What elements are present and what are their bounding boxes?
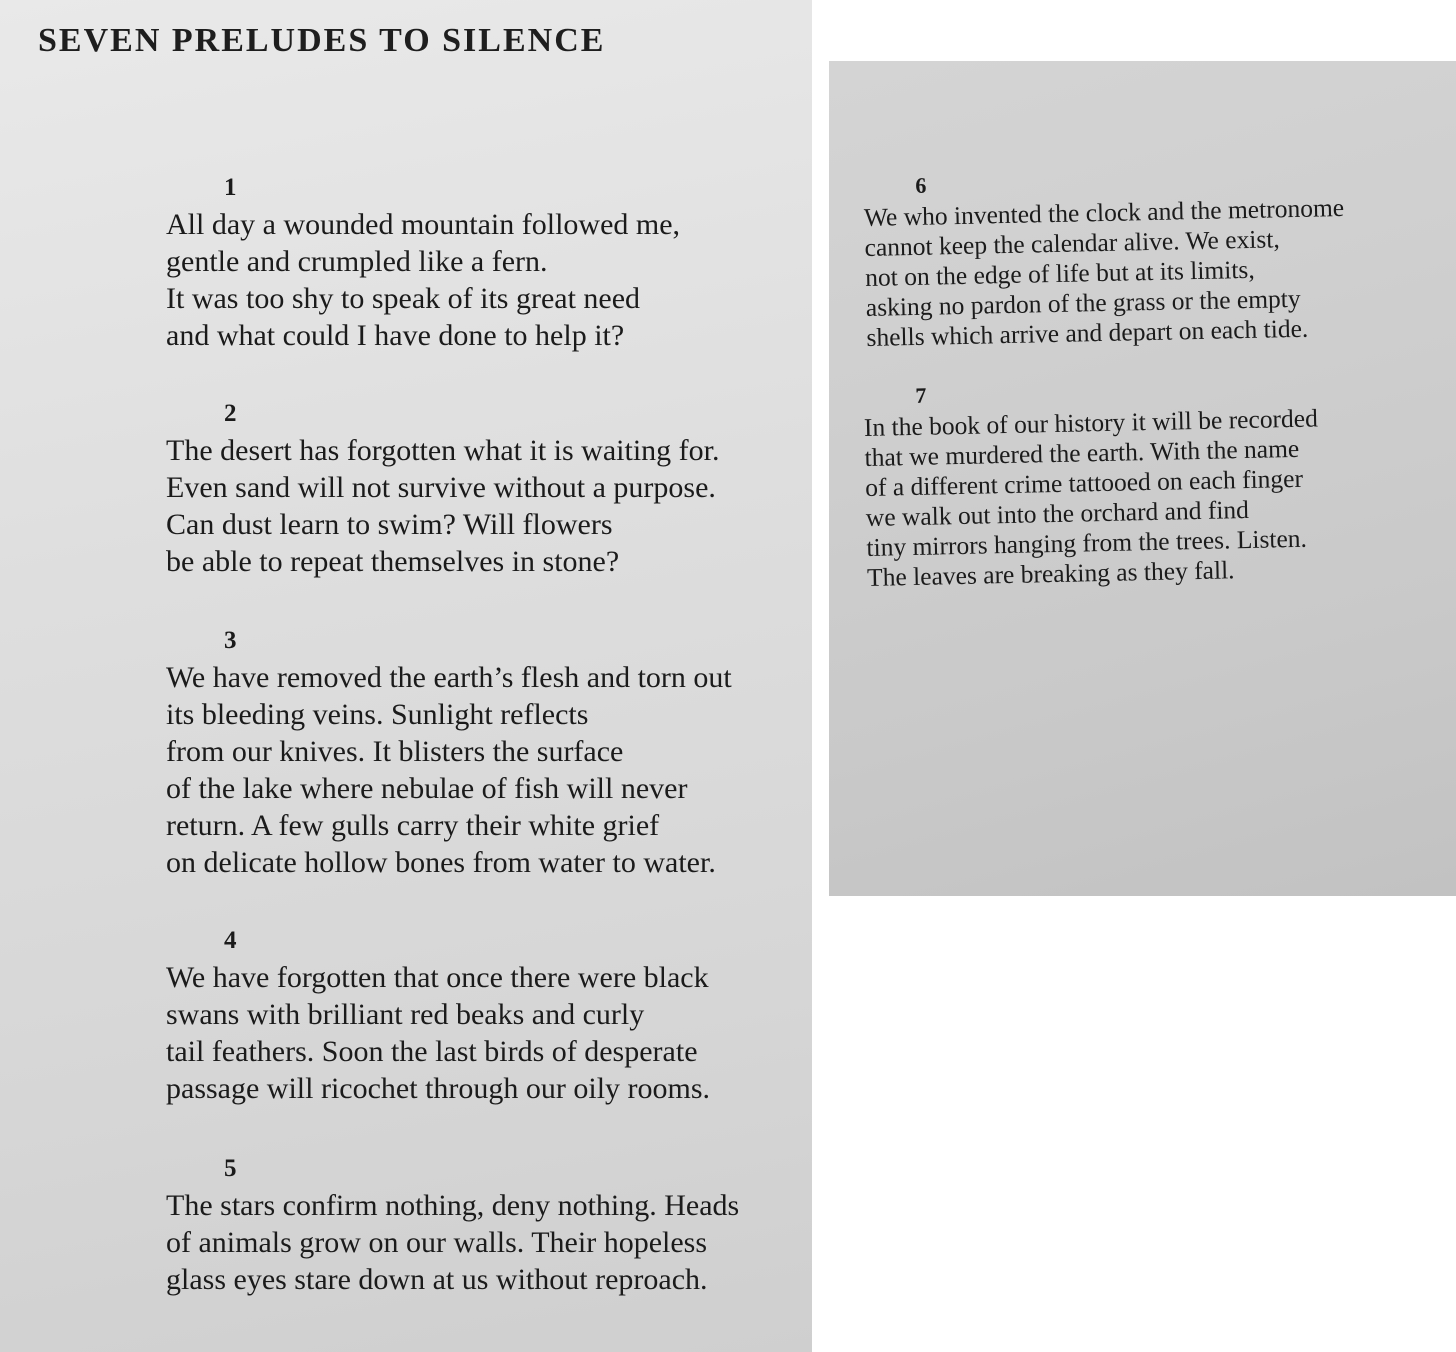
poem-line: tail feathers. Soon the last birds of desperate xyxy=(166,1035,698,1068)
poem-line: from our knives. It blisters the surface xyxy=(166,735,624,768)
prelude-5 xyxy=(166,1151,739,1298)
poem-line: It was too shy to speak of its great need xyxy=(166,282,641,315)
poem-line: we walk out into the orchard and find xyxy=(865,494,1250,532)
prelude-number: 3 xyxy=(224,627,237,654)
prelude-number: 6 xyxy=(915,172,927,198)
poem-line: of a different crime tattooed on each finger xyxy=(864,463,1304,502)
poem-line: shells which arrive and depart on each tide. xyxy=(866,313,1309,352)
poem-line: The leaves are breaking as they fall. xyxy=(866,555,1235,592)
poem-line: In the book of our history it will be recorded xyxy=(863,403,1319,442)
prelude-number: 4 xyxy=(224,927,237,954)
prelude-4 xyxy=(166,923,710,1107)
poem-line: not on the edge of life but at its limits, xyxy=(864,254,1255,292)
prelude-6 xyxy=(863,161,1347,353)
poem-line: asking no pardon of the grass or the empty xyxy=(865,283,1301,322)
poem-line: that we murdered the earth. With the name xyxy=(864,433,1300,472)
prelude-number: 1 xyxy=(224,174,237,201)
poem-line: return. A few gulls carry their white grief xyxy=(166,809,660,842)
poem-line: Even sand will not survive without a purpose. xyxy=(166,471,716,504)
poem-line: tiny mirrors hanging from the trees. Listen. xyxy=(866,523,1308,562)
poem-line: We have forgotten that once there were black xyxy=(166,961,709,994)
poem-line: swans with brilliant red beaks and curly xyxy=(166,998,645,1031)
poem-line: of the lake where nebulae of fish will never xyxy=(166,772,688,805)
poem-line: Can dust learn to swim? Will flowers xyxy=(166,508,613,541)
poem-line: be able to repeat themselves in stone? xyxy=(166,545,620,578)
poem-line: glass eyes stare down at us without reproach. xyxy=(166,1263,708,1296)
poem-title: SEVEN PRELUDES TO SILENCE xyxy=(38,22,606,59)
poem-line: The stars confirm nothing, deny nothing. Heads xyxy=(166,1189,740,1222)
prelude-number: 2 xyxy=(224,400,237,427)
prelude-number: 5 xyxy=(224,1155,237,1182)
poem-line: on delicate hollow bones from water to water. xyxy=(166,846,716,879)
poem-line: The desert has forgotten what it is waiting for. xyxy=(166,434,720,467)
poem-line: its bleeding veins. Sunlight reflects xyxy=(166,698,589,731)
poem-line: All day a wounded mountain followed me, xyxy=(166,208,681,241)
prelude-3 xyxy=(166,623,732,881)
prelude-number: 7 xyxy=(915,382,927,408)
right-page xyxy=(829,61,1456,896)
poem-line: We have removed the earth’s flesh and torn out xyxy=(166,661,732,694)
poem-line: of animals grow on our walls. Their hopeless xyxy=(166,1226,708,1259)
prelude-1 xyxy=(166,170,680,354)
poem-line: cannot keep the calendar alive. We exist, xyxy=(864,224,1281,262)
prelude-7 xyxy=(863,371,1321,592)
prelude-2 xyxy=(166,396,720,580)
poem-line: gentle and crumpled like a fern. xyxy=(166,245,548,278)
poem-line: passage will ricochet through our oily rooms. xyxy=(166,1072,711,1105)
poem-line: We who invented the clock and the metronome xyxy=(863,192,1345,232)
poem-line: and what could I have done to help it? xyxy=(166,319,625,352)
